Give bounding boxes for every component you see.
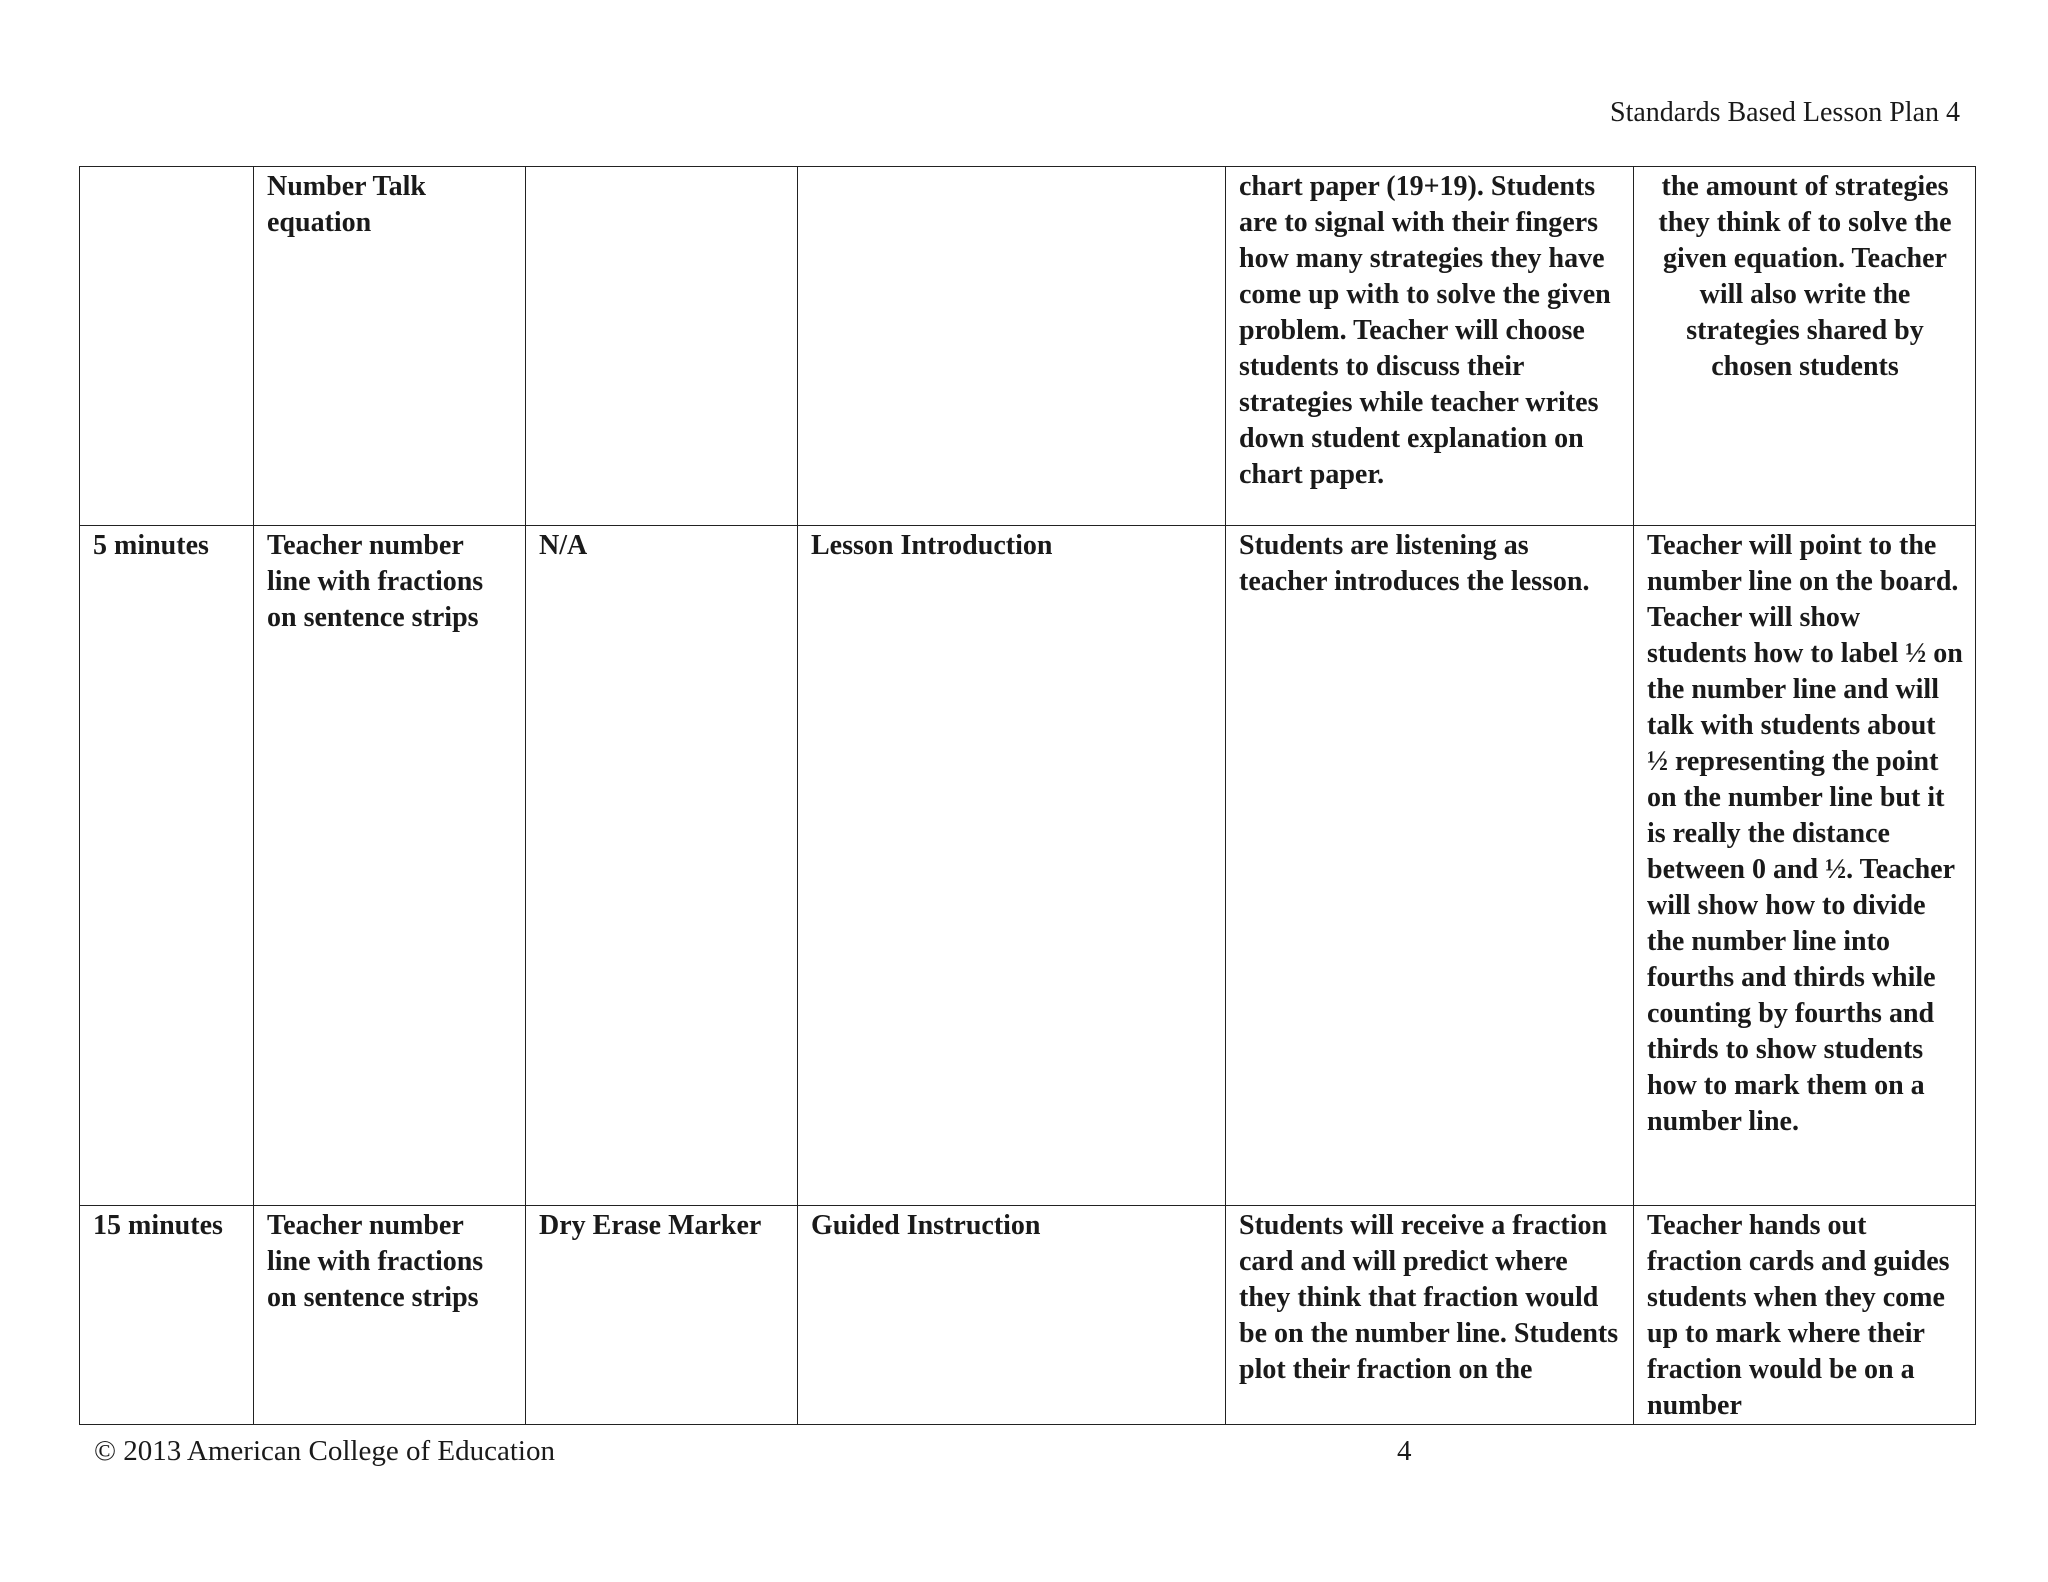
student-materials-cell: N/A [526, 526, 798, 1206]
activity-cell: Lesson Introduction [798, 526, 1226, 1206]
copyright-footer: © 2013 American College of Education [94, 1435, 555, 1467]
student-actions-cell: Students are listening as teacher introduces the lesson. [1226, 526, 1634, 1206]
table-row [80, 167, 1976, 526]
teacher-materials-cell: Teacher number line with fractions on sentence strips [254, 526, 526, 1206]
activity-cell: Guided Instruction [798, 1206, 1226, 1425]
teacher-actions-cell: the amount of strategies they think of to solve the given equation. Teacher will also write the strategies shared by chosen students [1634, 167, 1976, 526]
teacher-actions-cell: Teacher hands out fraction cards and guides students when they come up to mark where their fraction would be on a number [1634, 1206, 1976, 1425]
teacher-materials-cell: Number Talk equation [254, 167, 526, 526]
student-materials-cell: Dry Erase Marker [526, 1206, 798, 1425]
running-header: Standards Based Lesson Plan 4 [1610, 97, 1960, 128]
student-actions-cell: Students will receive a fraction card and will predict where they think that fraction would be on the number line. Students plot their fraction on the [1226, 1206, 1634, 1425]
table-row [80, 526, 1976, 1206]
page-number: 4 [1397, 1435, 1412, 1467]
teacher-materials-cell: Teacher number line with fractions on sentence strips [254, 1206, 526, 1425]
time-cell: 15 minutes [80, 1206, 254, 1425]
teacher-actions-cell: Teacher will point to the number line on the board. Teacher will show students how to label ½ on the number line and will talk with students about ½ representing the point on the number line but it is really the distance between 0 and ½. Teacher will show how to divide the number line into fourths and thirds while counting by fourths and thirds to show students how to mark them on a number line. [1634, 526, 1976, 1206]
activity-cell [798, 167, 1226, 526]
student-materials-cell [526, 167, 798, 526]
time-cell: 5 minutes [80, 526, 254, 1206]
table-row [80, 1206, 1976, 1425]
student-actions-cell: chart paper (19+19). Students are to signal with their fingers how many strategies they have come up with to solve the given problem. Teacher will choose students to discuss their strategies while teacher writes down student explanation on chart paper. [1226, 167, 1634, 526]
lesson-plan-table [79, 166, 1976, 1425]
time-cell [80, 167, 254, 526]
